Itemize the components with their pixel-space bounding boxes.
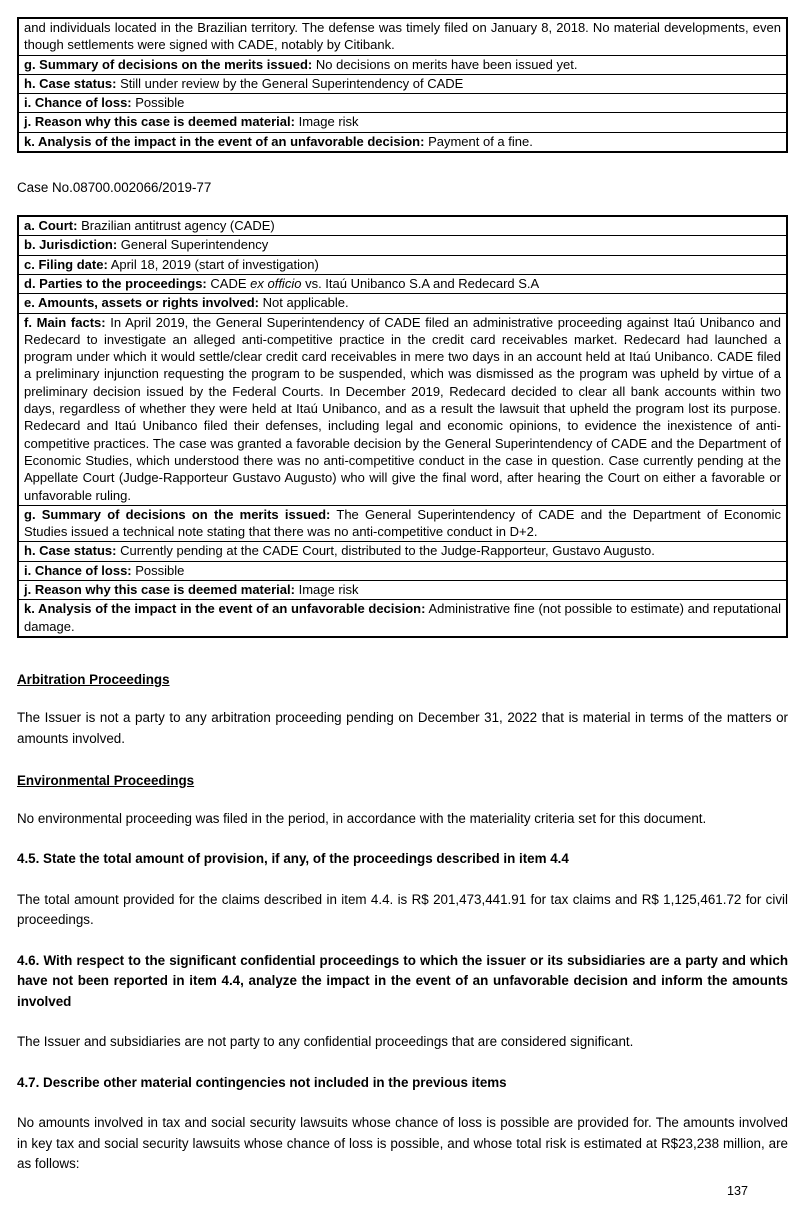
field-c-filing-date	[18, 255, 787, 274]
field-g-summary-decisions	[18, 55, 787, 74]
field-label: g. Summary of decisions on the merits issued:	[24, 56, 313, 72]
field-label: h. Case status:	[24, 75, 117, 91]
field-k-impact-analysis	[18, 132, 787, 152]
table-row	[18, 132, 787, 152]
field-value: and individuals located in the Brazilian territory. The defense was timely filed on January 8, 2018. No material developments, even though settlements were signed with CADE, notably by Citibank.	[24, 20, 781, 53]
table-row	[18, 581, 787, 600]
field-value: Brazilian antitrust agency (CADE)	[81, 218, 275, 234]
arbitration-heading: Arbitration Proceedings	[17, 671, 170, 687]
field-label: d. Parties to the proceedings:	[24, 275, 207, 291]
item-4-5-body: The total amount provided for the claims described in item 4.4. is R$ 201,473,441.91 for tax claims and R$ 1,125,461.72 for civil proceedings.	[17, 891, 788, 928]
field-e-amounts	[18, 294, 787, 313]
continuation-text-cell	[18, 18, 787, 55]
field-label: j. Reason why this case is deemed material:	[24, 114, 295, 130]
table-row	[18, 505, 787, 542]
field-i-chance-of-loss	[18, 94, 787, 113]
table-row	[18, 113, 787, 132]
page-number: 137	[726, 1184, 748, 1198]
field-f-main-facts	[18, 313, 787, 505]
field-label: h. Case status:	[24, 543, 117, 559]
table-row	[18, 274, 787, 293]
field-label: j. Reason why this case is deemed material:	[24, 582, 295, 598]
table-row	[18, 236, 787, 255]
field-a-court	[18, 216, 787, 236]
field-label: f. Main facts:	[24, 314, 106, 330]
item-4-6-body: The Issuer and subsidiaries are not party to any confidential proceedings that are considered significant.	[17, 1033, 634, 1049]
field-value: The General Superintendency of CADE and the Department of Economic Studies issued a technical note stating that there was no anti-competitive conduct in D+2.	[24, 506, 781, 540]
field-k-impact-analysis	[18, 600, 787, 637]
field-value: General Superintendency	[120, 237, 269, 253]
field-label: k. Analysis of the impact in the event of an unfavorable decision:	[24, 601, 426, 617]
table-row	[18, 55, 787, 74]
field-d-parties	[18, 274, 787, 293]
field-value: April 18, 2019 (start of investigation)	[110, 256, 319, 272]
table-row	[18, 600, 787, 637]
field-value: CADE	[210, 275, 247, 291]
field-value: Possible	[135, 562, 185, 578]
table-row	[18, 18, 787, 55]
table-row	[18, 255, 787, 274]
field-value: Image risk	[298, 114, 359, 130]
table-row	[18, 294, 787, 313]
field-value: vs. Itaú Unibanco S.A and Redecard S.A	[305, 275, 540, 291]
field-label: c. Filing date:	[24, 256, 108, 272]
field-value-italic: ex officio	[250, 275, 302, 291]
table-row	[18, 561, 787, 580]
field-h-case-status	[18, 74, 787, 93]
field-label: i. Chance of loss:	[24, 95, 132, 111]
table-row	[18, 216, 787, 236]
field-label: i. Chance of loss:	[24, 562, 132, 578]
item-4-7-body: No amounts involved in tax and social security lawsuits whose chance of loss is possible are provided for. The amounts involved in key tax and social security lawsuits whose chance of loss is possible, and whose total risk is estimated at R$23,238 million, are as follows:	[17, 1114, 788, 1172]
field-value: In April 2019, the General Superintendency of CADE filed an administrative proceeding against Itaú Unibanco and Redecard to investigate an alleged anti-competitive practice in the credit card receivables market. Redecard had launched a program under which it would settle/clear credit card receivables in mere two days in an account held at Itaú Unibanco. CADE filed a preliminary injunction requesting the program to be suspended, which was dismissed as the program was upheld by virtue of a preliminary decision issued by the Federal Courts. In December 2019, Redecard decided to clear all bank accounts within two days, regardless of whether they were held at Itaú Unibanco, and as a result the lawsuit that upheld the program lost its purpose. Redecard and Itaú Unibanco filed their defenses, including legal and economic opinions, to evidence the inexistence of anti-competitive practices. The case was granted a favorable decision by the General Superintendency of CADE and the Department of Economic Studies, which understood there was no anti-competitive conduct in the case in question. Case currently pending at the Appellate Court (Judge-Rapporteur Gustavo Augusto) who will give the final word, after hearing the Court on either a favorable or unfavorable ruling.	[24, 314, 781, 503]
field-value: Still under review by the General Superintendency of CADE	[120, 75, 464, 91]
field-label: g. Summary of decisions on the merits issued:	[24, 506, 331, 522]
field-label: b. Jurisdiction:	[24, 237, 118, 253]
environmental-body: No environmental proceeding was filed in the period, in accordance with the materiality criteria set for this document.	[17, 810, 707, 826]
field-j-materiality-reason	[18, 113, 787, 132]
field-label: k. Analysis of the impact in the event of an unfavorable decision:	[24, 133, 425, 149]
item-4-7-heading: 4.7. Describe other material contingencies not included in the previous items	[17, 1074, 507, 1090]
field-value: Possible	[135, 95, 185, 111]
field-value: Currently pending at the CADE Court, distributed to the Judge-Rapporteur, Gustavo Augusto.	[120, 543, 655, 559]
table-row	[18, 313, 787, 505]
field-value: Administrative fine (not possible to estimate) and reputational damage.	[24, 601, 781, 634]
field-label: e. Amounts, assets or rights involved:	[24, 295, 260, 311]
environmental-heading: Environmental Proceedings	[17, 772, 195, 788]
field-j-materiality-reason	[18, 581, 787, 600]
table-row	[18, 74, 787, 93]
field-g-summary-decisions	[18, 505, 787, 542]
field-value: No decisions on merits have been issued yet.	[315, 56, 578, 72]
case-number-heading: Case No.08700.002066/2019-77	[17, 180, 212, 196]
item-4-5-heading: 4.5. State the total amount of provision, if any, of the proceedings described in item 4.4	[17, 851, 569, 867]
field-label: a. Court:	[24, 218, 78, 234]
field-value: Payment of a fine.	[428, 133, 533, 149]
field-h-case-status	[18, 542, 787, 561]
field-value: Not applicable.	[262, 295, 349, 311]
table-row	[18, 542, 787, 561]
table-row	[18, 94, 787, 113]
field-i-chance-of-loss	[18, 561, 787, 580]
arbitration-body: The Issuer is not a party to any arbitration proceeding pending on December 31, 2022 that is material in terms of the matters or amounts involved.	[17, 709, 788, 746]
case-table-continuation	[17, 17, 788, 153]
case-table-details	[17, 215, 788, 638]
item-4-6-heading: 4.6. With respect to the significant confidential proceedings to which the issuer or its subsidiaries are a party and which have not been reported in item 4.4, analyze the impact in the event of an unfavorable decision and inform the amounts involved	[17, 953, 788, 1009]
field-value: Image risk	[298, 582, 359, 598]
field-b-jurisdiction	[18, 236, 787, 255]
